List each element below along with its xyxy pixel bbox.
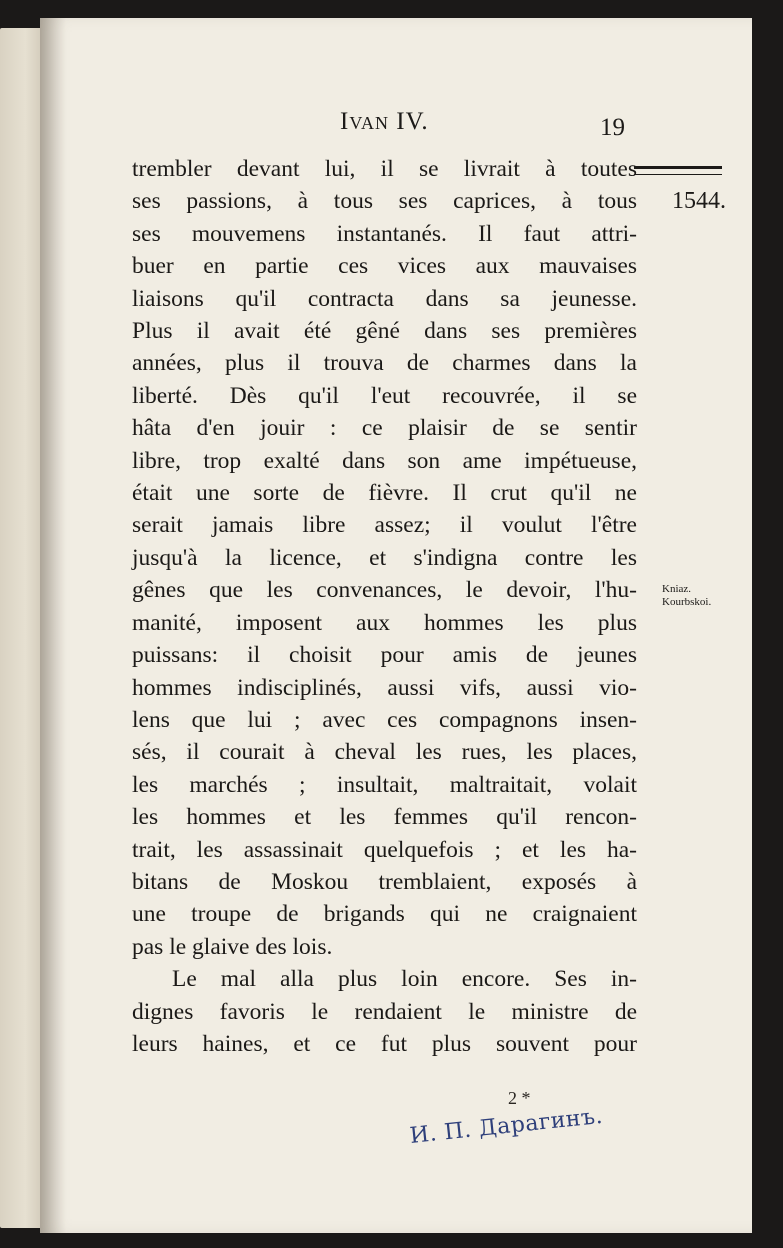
page-number: 19 xyxy=(600,114,625,141)
text-line: trait, les assassinait quelquefois ; et les ha- xyxy=(132,836,637,863)
text-line: liaisons qu'il contracta dans sa jeunesse. xyxy=(132,285,637,312)
text-line: était une sorte de fièvre. Il crut qu'il ne xyxy=(132,480,637,507)
sidenote-line: Kniaz. xyxy=(662,583,692,595)
text-line: gênes que les convenances, le devoir, l'hu- xyxy=(132,577,637,604)
text-line: lens que lui ; avec ces compagnons insen- xyxy=(132,706,637,733)
text-line: les hommes et les femmes qu'il rencon- xyxy=(132,804,637,831)
text-line: trembler devant lui, il se livrait à toutes xyxy=(132,156,637,182)
text-line: Le mal alla plus loin encore. Ses in- xyxy=(172,966,637,993)
signature-mark: 2 * xyxy=(508,1088,531,1108)
running-head: Ivan IV. xyxy=(340,108,429,135)
sidenote-line: Kourbskoi. xyxy=(662,596,712,608)
text-line: manité, imposent aux hommes les plus xyxy=(132,609,637,636)
text-line: hommes indisciplinés, aussi vifs, aussi vio- xyxy=(132,674,637,701)
gutter-shadow xyxy=(40,18,66,1233)
margin-year: 1544. xyxy=(672,188,726,214)
text-line: une troupe de brigands qui ne craignaient xyxy=(132,901,637,928)
margin-sidenote xyxy=(662,583,711,609)
text-line: ses passions, à tous ses caprices, à tous xyxy=(132,188,637,215)
text-line: pas le glaive des lois. xyxy=(132,933,333,960)
text-line: dignes favoris le rendaient le ministre de xyxy=(132,998,637,1025)
text-line: leurs haines, et ce fut plus souvent pour xyxy=(132,1030,637,1057)
text-line: jusqu'à la licence, et s'indigna contre les xyxy=(132,544,637,571)
text-line: sés, il courait à cheval les rues, les places, xyxy=(132,739,637,766)
margin-rule xyxy=(634,166,722,175)
text-line: puissans: il choisit pour amis de jeunes xyxy=(132,642,637,669)
text-line: libre, trop exalté dans son ame impétueuse, xyxy=(132,447,637,474)
body-text xyxy=(132,153,637,1060)
text-line: buer en partie ces vices aux mauvaises xyxy=(132,253,637,280)
text-line: serait jamais libre assez; il voulut l'être xyxy=(132,512,637,539)
text-line: bitans de Moskou tremblaient, exposés à xyxy=(132,868,637,895)
text-line: hâta d'en jouir : ce plaisir de se sentir xyxy=(132,415,637,442)
text-line: liberté. Dès qu'il l'eut recouvrée, il se xyxy=(132,382,637,409)
text-line: ses mouvemens instantanés. Il faut attri- xyxy=(132,220,637,247)
text-line: les marchés ; insultait, maltraitait, volait xyxy=(132,771,637,798)
text-line: années, plus il trouva de charmes dans la xyxy=(132,350,637,377)
page-header xyxy=(0,108,783,144)
ownership-stamp: И. П. Дарагинъ. xyxy=(408,1103,605,1149)
text-line: Plus il avait été gêné dans ses premières xyxy=(132,318,637,345)
